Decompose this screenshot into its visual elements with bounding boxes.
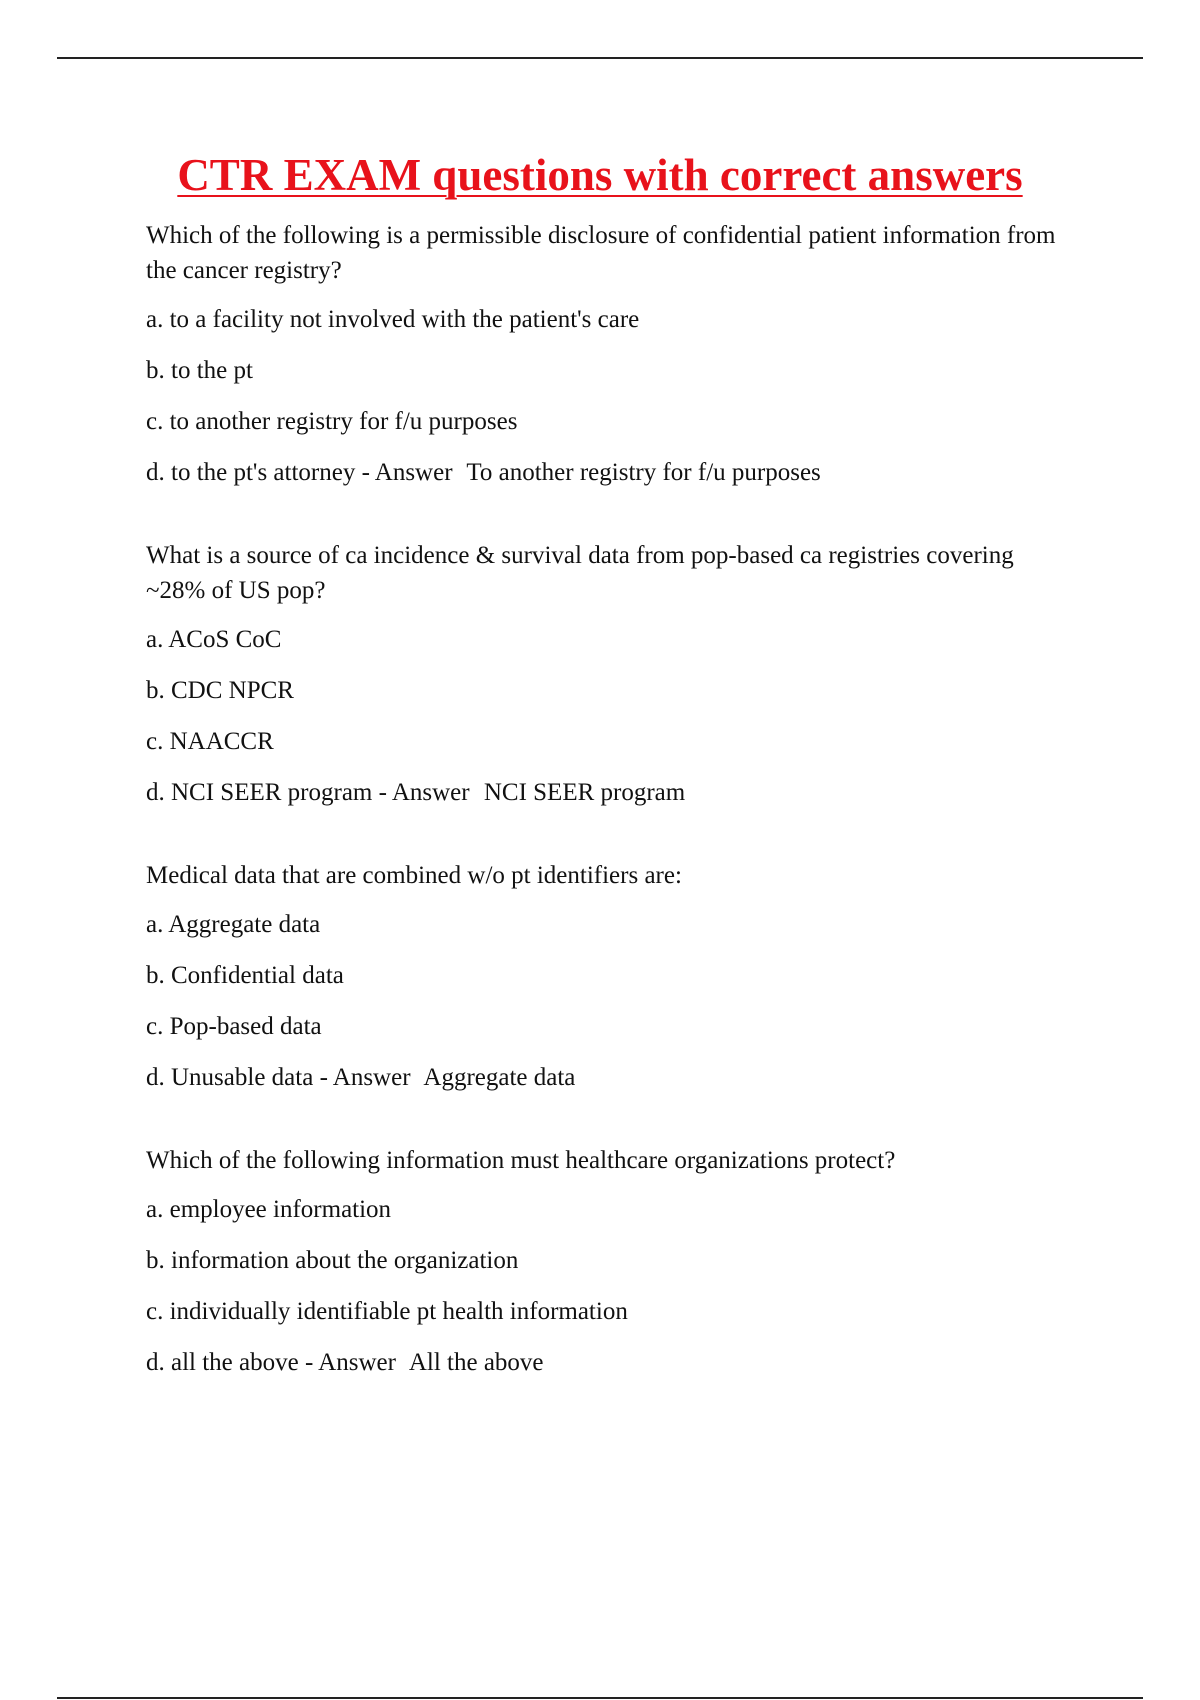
question-block-2 (146, 538, 1076, 810)
answer-label: - Answer (361, 459, 453, 486)
question-block-3 (146, 858, 1076, 1095)
answer-label: - Answer (378, 779, 470, 806)
bottom-rule (57, 1697, 1143, 1699)
option-c: c. individually identifiable pt health information (146, 1298, 628, 1325)
option-d-with-answer (146, 1345, 1076, 1380)
option-b: b. to the pt (146, 357, 253, 384)
option-a: a. employee information (146, 1196, 392, 1223)
answer-label: - Answer (319, 1064, 411, 1091)
question-text: Which of the following information must healthcare organizations protect? (146, 1147, 896, 1174)
page-title: CTR EXAM questions with correct answers (177, 150, 1023, 200)
option-b: b. CDC NPCR (146, 677, 294, 704)
option-b: b. Confidential data (146, 962, 344, 989)
option-d-with-answer (146, 1060, 1076, 1095)
question-list (146, 218, 1076, 1380)
option-d: d. NCI SEER program (146, 779, 373, 806)
option-d-with-answer (146, 775, 1076, 810)
option-d: d. Unusable data (146, 1064, 314, 1091)
option-a: a. to a facility not involved with the patient's care (146, 306, 640, 333)
option-c: c. NAACCR (146, 728, 274, 755)
answer-text: Aggregate data (423, 1064, 576, 1091)
option-d-with-answer (146, 455, 1076, 490)
question-block-4 (146, 1143, 1076, 1380)
question-text: What is a source of ca incidence & survival data from pop-based ca registries covering ~28% of US pop? (146, 542, 1014, 604)
option-a: a. Aggregate data (146, 911, 321, 938)
option-d: d. to the pt's attorney (146, 459, 356, 486)
question-text: Which of the following is a permissible disclosure of confidential patient information from the cancer registry? (146, 222, 1056, 284)
answer-text: All the above (408, 1349, 544, 1376)
option-a: a. ACoS CoC (146, 626, 282, 653)
option-b: b. information about the organization (146, 1247, 519, 1274)
option-c: c. to another registry for f/u purposes (146, 408, 518, 435)
option-c: c. Pop-based data (146, 1013, 322, 1040)
answer-text: NCI SEER program (483, 779, 686, 806)
answer-text: To another registry for f/u purposes (466, 459, 821, 486)
question-text: Medical data that are combined w/o pt identifiers are: (146, 862, 682, 889)
top-rule (57, 57, 1143, 59)
option-d: d. all the above (146, 1349, 299, 1376)
question-block-1 (146, 218, 1076, 490)
answer-label: - Answer (304, 1349, 396, 1376)
